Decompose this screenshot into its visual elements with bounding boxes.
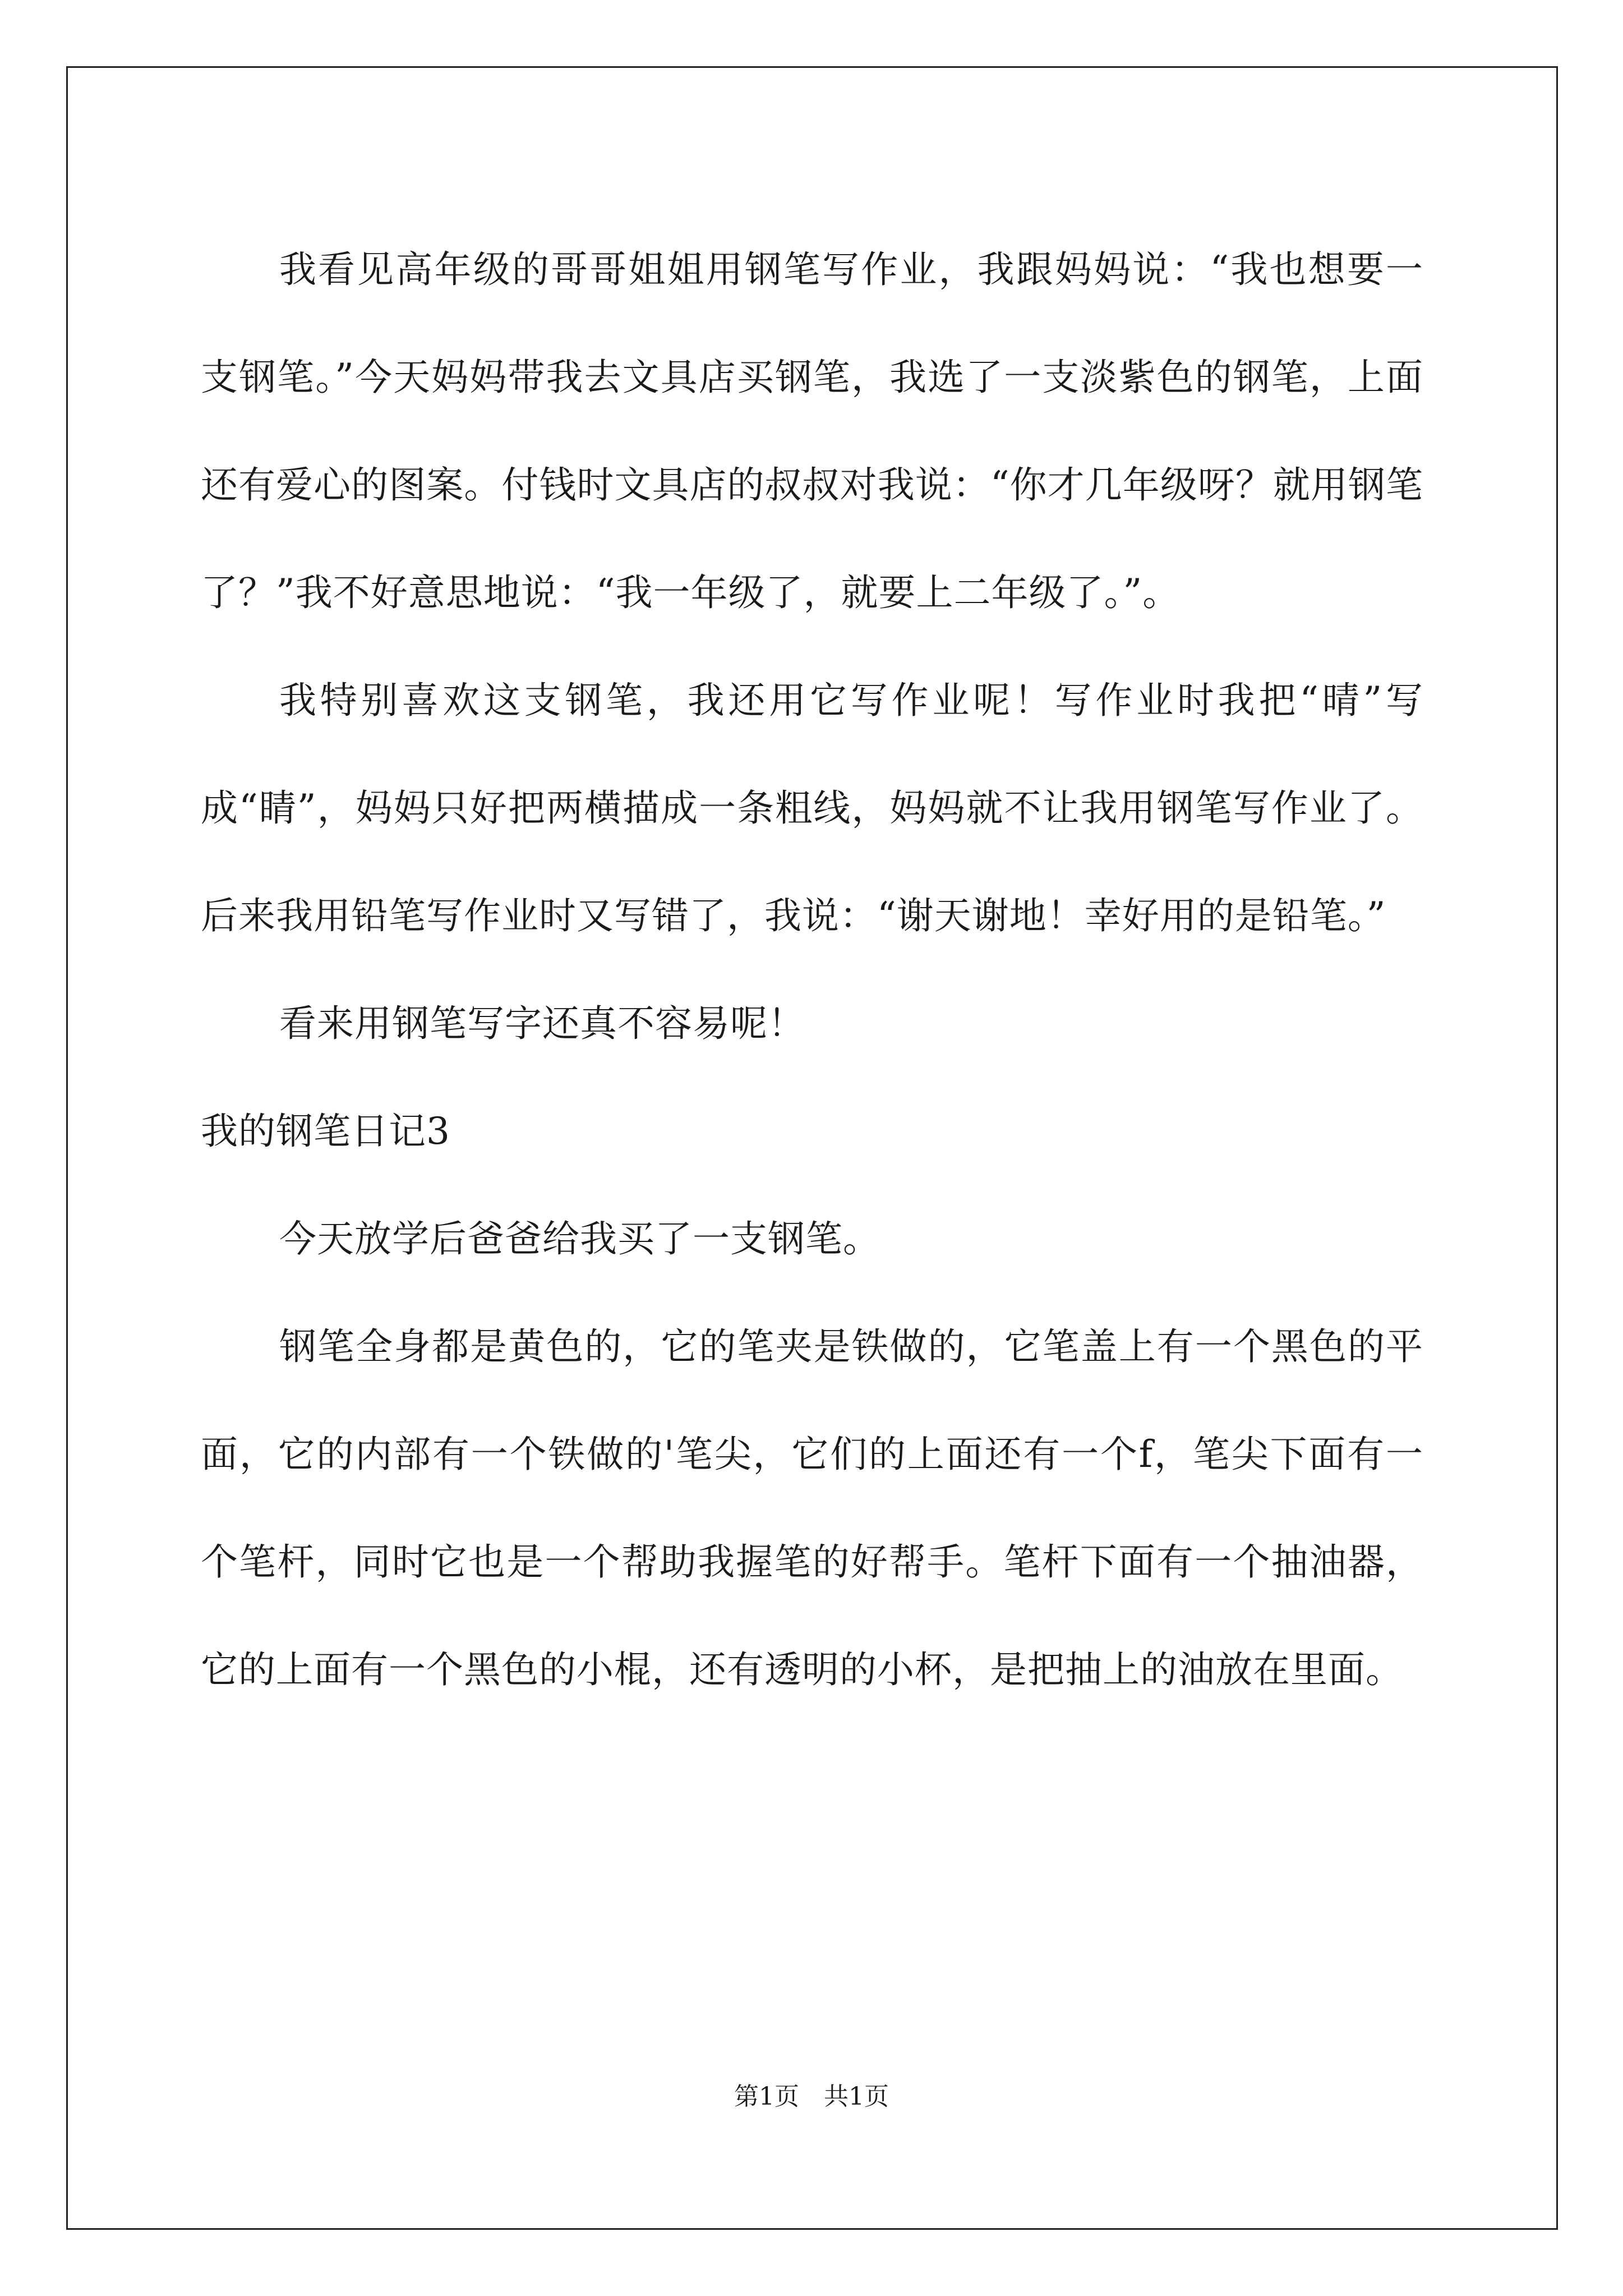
paragraph: 我看见高年级的哥哥姐姐用钢笔写作业，我跟妈妈说：“我也想要一支钢笔。”今天妈妈带我去文具店买钢笔，我选了一支淡紫色的钢笔，上面还有爱心的图案。付钱时文具店的叔叔对我说：“你才几年级呀？就用钢笔了？”我不好意思地说：“我一年级了，就要上二年级了。”。 bbox=[201, 248, 1423, 614]
paragraph: 今天放学后爸爸给我买了一支钢笔。 bbox=[279, 1217, 880, 1260]
document-body bbox=[201, 216, 1423, 1724]
page-number-footer: 第1页 共1页 bbox=[734, 2082, 889, 2111]
paragraph: 看来用钢笔写字还真不容易呢！ bbox=[279, 1002, 805, 1045]
paragraph: 我特别喜欢这支钢笔，我还用它写作业呢！写作业时我把“晴”写成“睛”，妈妈只好把两横描成一条粗线，妈妈就不让我用钢笔写作业了。后来我用铅笔写作业时又写错了，我说：“谢天谢地！幸好用的是铅笔。” bbox=[201, 679, 1423, 937]
paragraph: 钢笔全身都是黄色的，它的笔夹是铁做的，它笔盖上有一个黑色的平面，它的内部有一个铁做的'笔尖，它们的上面还有一个f，笔尖下面有一个笔杆，同时它也是一个帮助我握笔的好帮手。笔杆下面有一个抽油器，它的上面有一个黑色的小棍，还有透明的小杯，是把抽上的油放在里面。 bbox=[201, 1325, 1423, 1691]
section-heading: 我的钢笔日记3 bbox=[201, 1110, 450, 1153]
